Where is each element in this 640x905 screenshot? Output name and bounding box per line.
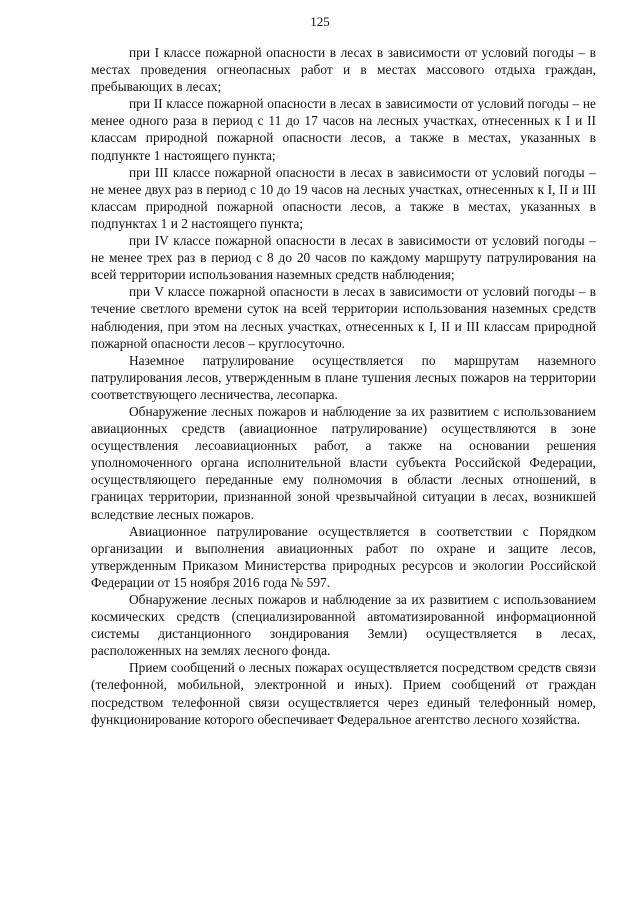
paragraph-fire-class-1: при I классе пожарной опасности в лесах в зависимости от условий погоды – в местах проведения огнеопасных работ и в местах массового отдыха граждан, пребывающих в лесах;	[91, 45, 596, 95]
paragraph-aviation-detection: Обнаружение лесных пожаров и наблюдение за их развитием с использованием авиационных средств (авиационное патрулирование) осуществляются в зоне осуществления лесоавиационных работ, а также на основании решения уполномоченного органа исполнительной власти субъекта Российской Федерации, осуществляющего переданные ему полномочия в области лесных отношений, в границах территории, признанной зоной чрезвычайной ситуации в лесах, возникшей вследствие лесных пожаров.	[91, 403, 596, 522]
page-number: 125	[310, 14, 330, 29]
paragraph-fire-class-5: при V классе пожарной опасности в лесах в зависимости от условий погоды – в течение светлого времени суток на всей территории использования наземных средств наблюдения, при этом на лесных участках, отнесенных к I, II и III классам природной пожарной опасности лесов – круглосуточно.	[91, 284, 596, 351]
paragraph-fire-class-4: при IV классе пожарной опасности в лесах в зависимости от условий погоды – не менее трех раз в период с 8 до 20 часов по каждому маршруту патрулирования на всей территории использования наземных средств наблюдения;	[91, 233, 596, 283]
paragraph-ground-patrol: Наземное патрулирование осуществляется по маршрутам наземного патрулирования лесов, утвержденным в плане тушения лесных пожаров на территории соответствующего лесничества, лесопарка.	[91, 352, 596, 402]
paragraph-reports-reception: Прием сообщений о лесных пожарах осуществляется посредством средств связи (телефонной, мобильной, электронной и иных). Прием сообщений от граждан посредством телефонной связи осуществляется через единый телефонный номер, функционирование которого обеспечивает Федеральное агентство лесного хозяйства.	[91, 660, 596, 727]
document-body	[91, 44, 596, 728]
paragraph-aviation-patrol: Авиационное патрулирование осуществляется в соответствии с Порядком организации и выполнения авиационных работ по охране и защите лесов, утвержденным Приказом Министерства природных ресурсов и экологии Российской Федерации от 15 ноября 2016 года № 597.	[91, 523, 596, 590]
paragraph-fire-class-3: при III классе пожарной опасности в лесах в зависимости от условий погоды – не менее двух раз в период с 10 до 19 часов на лесных участках, отнесенных к I, II и III классам природной пожарной опасности лесов, а также в местах, указанных в подпунктах 1 и 2 настоящего пункта;	[91, 164, 596, 231]
paragraph-fire-class-2: при II классе пожарной опасности в лесах в зависимости от условий погоды – не менее одного раза в период с 11 до 17 часов на лесных участках, отнесенных к I и II классам природной пожарной опасности лесов, а также в местах, указанных в подпункте 1 настоящего пункта;	[91, 96, 596, 163]
paragraph-space-detection: Обнаружение лесных пожаров и наблюдение за их развитием с использованием космических средств (специализированной автоматизированной информационной системы дистанционного зондирования Земли) осуществляется в лесах, расположенных на землях лесного фонда.	[91, 592, 596, 659]
